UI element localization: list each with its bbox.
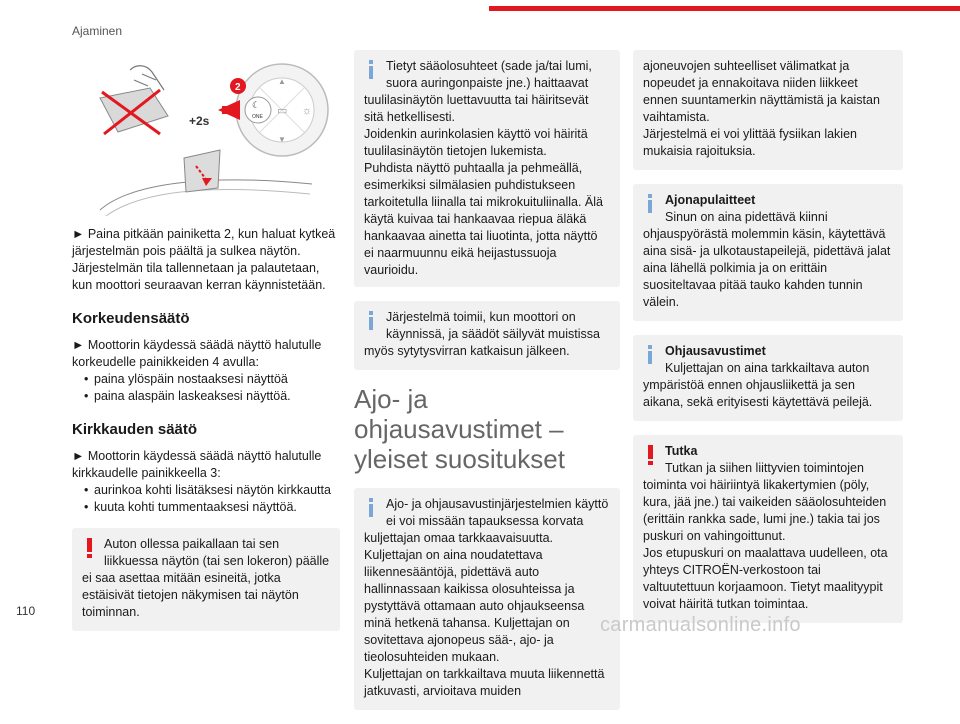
svg-text:+2s: +2s bbox=[189, 114, 210, 128]
warning-box bbox=[72, 528, 340, 631]
disabled-display-icon bbox=[100, 66, 168, 134]
info-text-rest: ympäristöä ennen ohjausliikettä ja sen aikana, sekä erityisesti käytettävä peilejä. bbox=[643, 378, 873, 409]
brightness-text: ► Moottorin käydessä säädä näyttö halutulle kirkkaudelle painikkeella 3: bbox=[72, 449, 322, 480]
info-text: Ajo- ja ohjausavustinjärjestelmien käyttö ei voi missään tapauksessa korvata bbox=[386, 497, 609, 528]
info-text: Kuljettajan on aina tarkkailtava auton bbox=[665, 361, 870, 375]
height-text: ► Moottorin käydessä säädä näyttö halutulle korkeudelle painikkeiden 4 avulla: bbox=[72, 338, 322, 369]
column-2 bbox=[354, 50, 620, 724]
info-text: Järjestelmä toimii, kun moottori on käynnissä, ja säädöt säilyvät muistissa bbox=[386, 310, 600, 341]
info-icon bbox=[364, 60, 378, 80]
list-item: • paina alaspäin laskeaksesi näyttöä. bbox=[84, 388, 340, 405]
warning-text: Tutkan ja siihen liittyvien toimintojen bbox=[665, 461, 864, 475]
svg-text:▼: ▼ bbox=[278, 135, 286, 144]
info-box bbox=[354, 301, 620, 370]
list-item: • aurinkoa kohti lisätäksesi näytön kirkkautta bbox=[84, 482, 340, 499]
list-item: • paina ylöspäin nostaaksesi näyttöä bbox=[84, 371, 340, 388]
intro-text-2: Järjestelmän tila tallennetaan ja palautetaan, kun moottori seuraavan kerran käynnistetään. bbox=[72, 261, 326, 292]
head-up-display-illustration bbox=[72, 50, 340, 220]
info-text-rest: ohjauspyörästä molemmin käsin, käytettävä aina sisä- ja ulkotaustapeilejä, pidettävä jalat aina lähellä polkimia ja on erittäin suositeltavaa pitää tauko kahden tunnin välein. bbox=[643, 227, 891, 309]
dashboard-display-icon bbox=[100, 150, 312, 216]
column-3 bbox=[633, 50, 903, 637]
warning-text-rest: toiminta voi häiriintyä likakertymien (pöly, kura, jää jne.) tai vaikeiden sääolosuhteiden (erittäin rankka sade, lumi jne.) takia tai jos puskuri on vahingoittunut. Jos etupuskuri on maalattava uudelleen, ota yhteys CITROËN-verkostoon tai valtuutettuun korjaamoon. Tietyt maalityypit voivat häiritä tutkan toimintaa. bbox=[643, 478, 888, 611]
brightness-list bbox=[72, 482, 340, 516]
info-text-rest: kuljettajan omaa tarkkaavaisuutta. Kuljettajan on aina noudatettava liikennesääntöjä, pidettävä auto hallinnassaan kaikissa olosuhteissa ja pystyttävä ottamaan auto ohjaukseensa minä hetkenä tahansa. Kuljettajan on sovitettava ajonopeus sää-, ajo- ja tieolosuhteiden mukaan. Kuljettajan on tarkkailtava muuta liikennettä jatkuvasti, arvioitava muiden bbox=[364, 531, 605, 698]
svg-text:▭: ▭ bbox=[277, 105, 288, 117]
column-1 bbox=[72, 50, 340, 645]
box-title: Ajonapulaitteet bbox=[665, 193, 756, 207]
svg-text:2: 2 bbox=[235, 82, 241, 93]
info-box bbox=[633, 335, 903, 421]
svg-text:▲: ▲ bbox=[278, 77, 286, 86]
intro-text: ► Paina pitkään painiketta 2, kun haluat kytkeä järjestelmän pois päältä ja sulkea näytön. bbox=[72, 227, 336, 258]
watermark: carmanualsonline.info bbox=[600, 614, 801, 636]
info-text: Tietyt sääolosuhteet (sade ja/tai lumi, suora auringonpaiste jne.) haittaavat bbox=[386, 59, 592, 90]
section-heading: Ajo- ja ohjausavustimet – yleiset suositukset bbox=[354, 384, 565, 474]
list-item: • kuuta kohti tummentaaksesi näyttöä. bbox=[84, 499, 340, 516]
info-icon bbox=[643, 194, 657, 214]
control-pad-icon bbox=[236, 64, 328, 156]
info-box bbox=[354, 50, 620, 287]
info-icon bbox=[643, 345, 657, 365]
svg-text:☾: ☾ bbox=[252, 100, 261, 110]
section-title: Ajaminen bbox=[72, 24, 123, 38]
info-icon bbox=[364, 498, 378, 518]
box-title: Tutka bbox=[665, 444, 698, 458]
warning-icon bbox=[643, 445, 657, 465]
info-text-rest: tuulilasinäytön luettavuutta tai häiritsevät sitä hetkellisesti. Joidenkin aurinkolasien käyttö voi häiritä tuulilasinäytön tietojen lukemista. Puhdista näyttö puhtaalla ja pehmeällä, esimerkiksi silmälasien puhdistukseen tarkoitetulla liinalla tai mikrokuituliinalla. Älä käytä kuivaa tai hankaavaa riepua äläkä hankaavaa ainetta tai liuotinta, jotta näyttö ei naarmuunnu eikä heijastussuoja vaurioidu. bbox=[364, 93, 603, 277]
continued-text: ajoneuvojen suhteelliset välimatkat ja nopeudet ja ennakoitava niiden liikkeet ennen suuntamerkin näyttämistä ja kaistan vaihtamista. Järjestelmä ei voi ylittää fysiikan lakien mukaisia rajoituksia. bbox=[643, 59, 880, 158]
svg-text:☼: ☼ bbox=[302, 105, 313, 117]
info-text: Sinun on aina pidettävä kiinni bbox=[665, 210, 828, 224]
header-accent-bar bbox=[489, 6, 960, 11]
page-number: 110 bbox=[16, 604, 36, 618]
continued-box bbox=[633, 50, 903, 170]
warning-icon bbox=[82, 538, 96, 558]
height-list bbox=[72, 371, 340, 405]
info-box bbox=[354, 488, 620, 710]
brightness-heading: Kirkkauden säätö bbox=[72, 421, 198, 438]
height-heading: Korkeudensäätö bbox=[72, 310, 190, 327]
info-icon bbox=[364, 311, 378, 331]
info-text-rest: myös sytytysvirran katkaisun jälkeen. bbox=[364, 344, 570, 358]
warning-box bbox=[633, 435, 903, 623]
box-title: Ohjausavustimet bbox=[665, 344, 766, 358]
warning-text: Auton ollessa paikallaan tai sen liikkuessa näytön (tai sen lokeron) päälle bbox=[104, 537, 330, 568]
info-box bbox=[633, 184, 903, 321]
warning-text-rest: ei saa asettaa mitään esineitä, jotka estäisivät tietojen näkymisen tai näytön toiminnan. bbox=[82, 571, 299, 619]
svg-text:ONE: ONE bbox=[252, 114, 263, 120]
